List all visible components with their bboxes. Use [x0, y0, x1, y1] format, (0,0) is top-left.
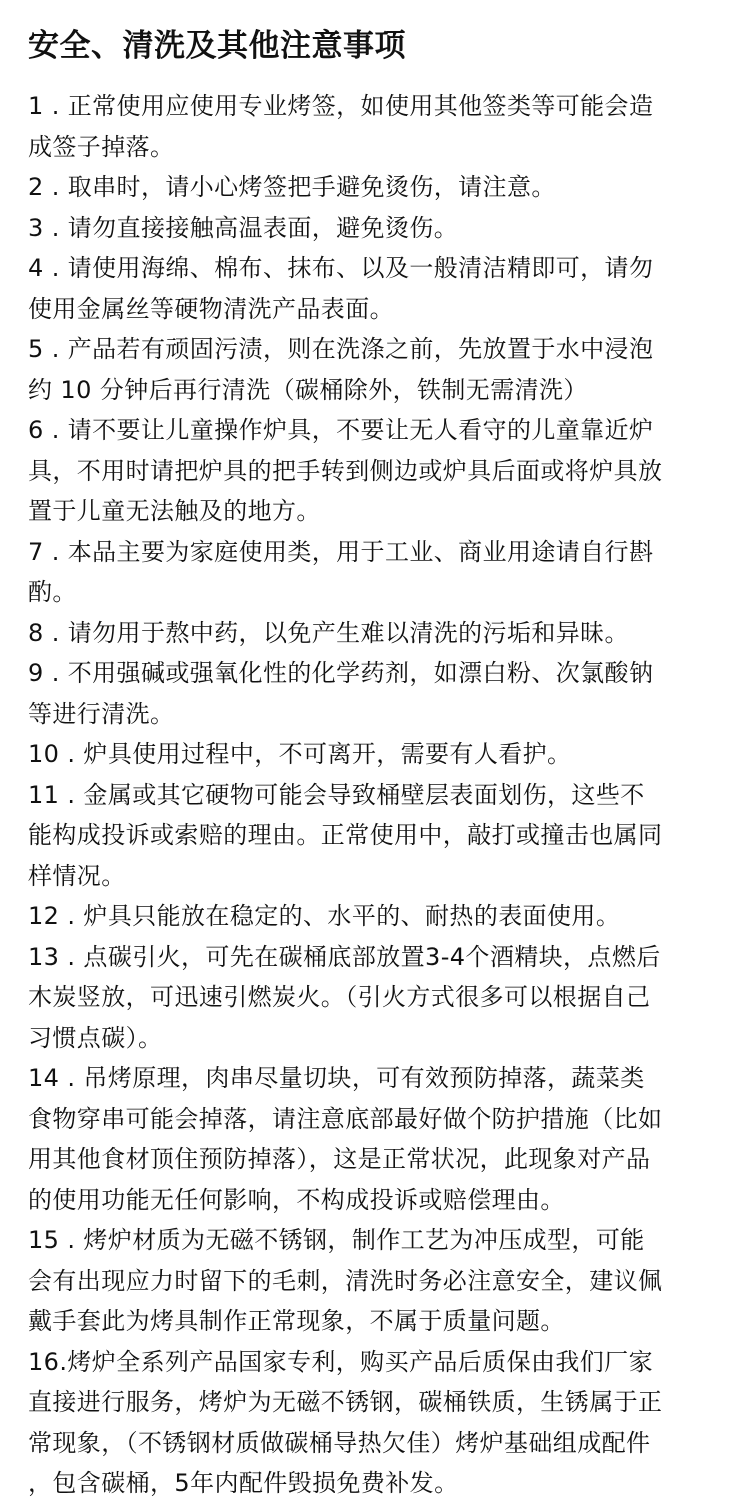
notice-line: 7 . 本品主要为家庭使用类，用于工业、商业用途请自行斟 — [28, 537, 654, 566]
notice-line: 常现象，（不锈钢材质做碳桶导热欠佳）烤炉基础组成配件 — [28, 1428, 651, 1457]
notice-item — [28, 775, 722, 897]
notice-line: 5 . 产品若有顽固污渍，则在洗涤之前，先放置于水中浸泡 — [28, 335, 654, 363]
notice-item — [28, 1342, 722, 1498]
notice-line: 4 . 请使用海绵、棉布、抹布、以及一般清洁精即可，请勿 — [28, 254, 654, 282]
notice-line: 会有出现应力时留下的毛刺，清洗时务必注意安全，建议佩 — [28, 1266, 663, 1295]
notice-line: 约 10 分钟后再行清洗（碳桶除外，铁制无需清洗） — [28, 375, 588, 404]
notice-line: 酌。 — [28, 578, 77, 606]
notice-item — [28, 532, 722, 613]
notice-line: 戴手套此为烤具制作正常现象，不属于质量问题。 — [28, 1307, 565, 1335]
notice-item — [28, 329, 722, 410]
notice-line: 1 . 正常使用应使用专业烤签，如使用其他签类等可能会造 — [28, 92, 654, 120]
notice-line: 直接进行服务，烤炉为无磁不锈钢，碳桶铁质，生锈属于正 — [28, 1388, 663, 1416]
notice-line: 用其他食材顶住预防掉落），这是正常状况，此现象对产品 — [28, 1145, 651, 1173]
notice-line: 的使用功能无任何影响，不构成投诉或赔偿理由。 — [28, 1185, 565, 1214]
notice-item — [28, 1220, 722, 1342]
notice-line: 3 . 请勿直接接触高温表面，避免烫伤。 — [28, 213, 459, 242]
notice-item — [28, 613, 722, 654]
notice-line: 14 . 吊烤原理，肉串尽量切块，可有效预防掉落，蔬菜类 — [28, 1064, 645, 1092]
notice-line: 使用金属丝等硬物清洗产品表面。 — [28, 294, 394, 323]
notice-line: 10 . 炉具使用过程中，不可离开，需要有人看护。 — [28, 740, 572, 768]
notice-line: 等进行清洗。 — [28, 699, 175, 728]
notice-line: 木炭竖放，可迅速引燃炭火。（引火方式很多可以根据自己 — [28, 983, 651, 1011]
notice-line: 15 . 烤炉材质为无磁不锈钢，制作工艺为冲压成型，可能 — [28, 1226, 645, 1254]
notice-line: 2 . 取串时，请小心烤签把手避免烫伤，请注意。 — [28, 173, 556, 201]
notice-line: 12 . 炉具只能放在稳定的、水平的、耐热的表面使用。 — [28, 902, 621, 930]
notice-line: 13 . 点碳引火，可先在碳桶底部放置3-4个酒精块，点燃后 — [28, 942, 661, 971]
notice-item — [28, 734, 722, 775]
notice-item — [28, 248, 722, 329]
notice-line: 具，不用时请把炉具的把手转到侧边或炉具后面或将炉具放 — [28, 456, 663, 485]
notice-item — [28, 167, 722, 208]
notice-line: 8 . 请勿用于熬中药，以免产生难以清洗的污垢和异昧。 — [28, 618, 629, 647]
notice-line: 16.烤炉全系列产品国家专利，购买产品后质保由我们厂家 — [28, 1347, 653, 1376]
page-title: 安全、清洗及其他注意事项 — [28, 28, 406, 64]
notice-item — [28, 937, 722, 1059]
notice-line: 食物穿串可能会掉落，请注意底部最好做个防护措施（比如 — [28, 1104, 663, 1133]
notice-item — [28, 410, 722, 532]
notice-line: 成签子掉落。 — [28, 132, 175, 161]
notice-list — [28, 86, 722, 1498]
notice-item — [28, 86, 722, 167]
notice-line: ，包含碳桶，5年内配件毁损免费补发。 — [28, 1469, 459, 1497]
notice-item — [28, 208, 722, 249]
notice-item — [28, 1058, 722, 1220]
notice-line: 样情况。 — [28, 861, 126, 890]
notice-line: 能构成投诉或索赔的理由。正常使用中，敲打或撞击也属同 — [28, 821, 663, 849]
notice-line: 9 . 不用强碱或强氧化性的化学药剂，如漂白粉、次氯酸钠 — [28, 659, 654, 687]
notice-item — [28, 653, 722, 734]
notice-item — [28, 896, 722, 937]
notice-line: 11 . 金属或其它硬物可能会导致桶壁层表面划伤，这些不 — [28, 780, 645, 809]
notice-line: 6 . 请不要让儿童操作炉具，不要让无人看守的儿童靠近炉 — [28, 416, 654, 444]
notice-line: 习惯点碳）。 — [28, 1023, 163, 1052]
notice-line: 置于儿童无法触及的地方。 — [28, 497, 321, 525]
